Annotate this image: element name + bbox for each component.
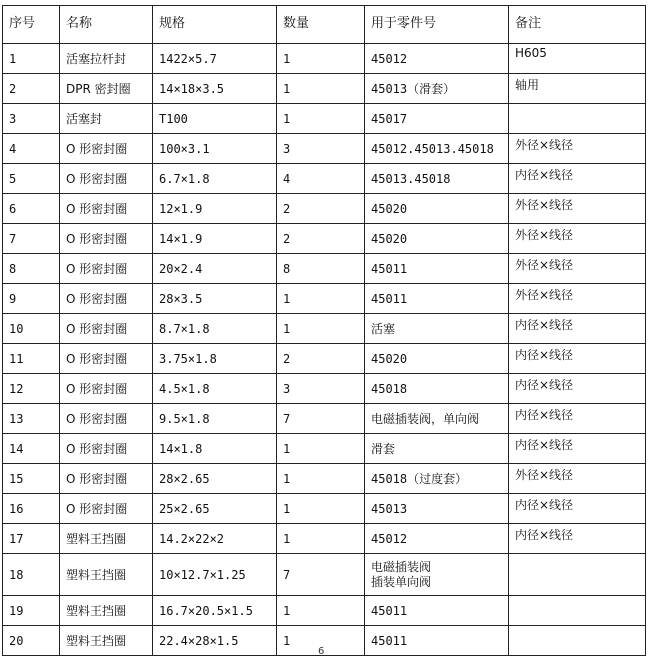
row-qty: 1: [277, 314, 365, 344]
row-part: 45018: [365, 374, 509, 404]
row-qty: 1: [277, 626, 365, 656]
row-qty: 2: [277, 224, 365, 254]
row-part: 45020: [365, 344, 509, 374]
row-number: 12: [3, 374, 60, 404]
row-part: 45011: [365, 284, 509, 314]
header-qty: 数量: [277, 6, 365, 44]
row-qty: 1: [277, 464, 365, 494]
row-qty: 4: [277, 164, 365, 194]
row-qty: 2: [277, 344, 365, 374]
row-spec: 8.7×1.8: [153, 314, 277, 344]
row-note: H605: [509, 44, 646, 74]
row-spec: 22.4×28×1.5: [153, 626, 277, 656]
header-note: 备注: [509, 6, 646, 44]
row-spec: 100×3.1: [153, 134, 277, 164]
row-number: 7: [3, 224, 60, 254]
row-name: O 形密封圈: [60, 314, 153, 344]
row-note: [509, 596, 646, 626]
row-name: O 形密封圈: [60, 284, 153, 314]
row-number: 2: [3, 74, 60, 104]
row-name: O 形密封圈: [60, 224, 153, 254]
row-qty: 1: [277, 524, 365, 554]
header-no: 序号: [3, 6, 60, 44]
row-spec: 6.7×1.8: [153, 164, 277, 194]
header-row: [3, 6, 646, 44]
row-note: [509, 626, 646, 656]
row-part: 45020: [365, 224, 509, 254]
row-part: 45013.45018: [365, 164, 509, 194]
row-part: 45011: [365, 596, 509, 626]
row-note: 外径×线径: [509, 224, 646, 254]
row-note: 内径×线径: [509, 494, 646, 524]
row-part: 45020: [365, 194, 509, 224]
row-note: 外径×线径: [509, 194, 646, 224]
row-name: O 形密封圈: [60, 344, 153, 374]
row-part: [365, 554, 509, 596]
row-spec: 28×2.65: [153, 464, 277, 494]
row-name: 活塞拉杆封: [60, 44, 153, 74]
row-qty: 7: [277, 404, 365, 434]
row-part: 45013: [365, 494, 509, 524]
row-number: 4: [3, 134, 60, 164]
row-qty: 1: [277, 284, 365, 314]
row-qty: 3: [277, 134, 365, 164]
row-name: 塑料王挡圈: [60, 524, 153, 554]
row-number: 13: [3, 404, 60, 434]
table-row: [3, 224, 646, 254]
table-row: [3, 374, 646, 404]
table-row: [3, 404, 646, 434]
row-part: 45013（滑套）: [365, 74, 509, 104]
row-name: DPR 密封圈: [60, 74, 153, 104]
row-part: 45011: [365, 254, 509, 284]
row-qty: 1: [277, 434, 365, 464]
row-spec: 9.5×1.8: [153, 404, 277, 434]
table-row: [3, 164, 646, 194]
row-qty: 1: [277, 44, 365, 74]
row-note: 内径×线径: [509, 434, 646, 464]
row-name: 塑料王挡圈: [60, 626, 153, 656]
table-row: [3, 464, 646, 494]
row-note: 外径×线径: [509, 254, 646, 284]
page-number: 6: [318, 646, 325, 657]
row-spec: 14×18×3.5: [153, 74, 277, 104]
row-number: 17: [3, 524, 60, 554]
row-note: 轴用: [509, 74, 646, 104]
row-spec: 1422×5.7: [153, 44, 277, 74]
table-row: [3, 554, 646, 596]
row-qty: 1: [277, 494, 365, 524]
row-name: O 形密封圈: [60, 464, 153, 494]
row-spec: 20×2.4: [153, 254, 277, 284]
row-name: 塑料王挡圈: [60, 596, 153, 626]
row-note: [509, 104, 646, 134]
row-note: 内径×线径: [509, 374, 646, 404]
row-part: 45012: [365, 44, 509, 74]
row-spec: 28×3.5: [153, 284, 277, 314]
table-row: [3, 596, 646, 626]
row-note: 外径×线径: [509, 464, 646, 494]
row-number: 20: [3, 626, 60, 656]
row-part-line: 插装单向阀: [371, 574, 432, 589]
row-number: 15: [3, 464, 60, 494]
row-part: 45017: [365, 104, 509, 134]
row-name: O 形密封圈: [60, 374, 153, 404]
table-row: [3, 104, 646, 134]
row-spec: 16.7×20.5×1.5: [153, 596, 277, 626]
row-name: O 形密封圈: [60, 494, 153, 524]
row-spec: 3.75×1.8: [153, 344, 277, 374]
row-number: 3: [3, 104, 60, 134]
row-qty: 7: [277, 554, 365, 596]
row-spec: 14×1.8: [153, 434, 277, 464]
row-part: 活塞: [365, 314, 509, 344]
row-spec: 25×2.65: [153, 494, 277, 524]
row-number: 8: [3, 254, 60, 284]
row-spec: T100: [153, 104, 277, 134]
row-spec: 14.2×22×2: [153, 524, 277, 554]
row-note: 外径×线径: [509, 134, 646, 164]
table-row: [3, 494, 646, 524]
row-number: 6: [3, 194, 60, 224]
row-name: O 形密封圈: [60, 434, 153, 464]
row-qty: 8: [277, 254, 365, 284]
row-note: [509, 554, 646, 596]
table-row: [3, 44, 646, 74]
row-note: 内径×线径: [509, 314, 646, 344]
row-spec: 12×1.9: [153, 194, 277, 224]
row-number: 14: [3, 434, 60, 464]
row-qty: 3: [277, 374, 365, 404]
row-part: 45011: [365, 626, 509, 656]
row-note: 内径×线径: [509, 344, 646, 374]
table-row: [3, 284, 646, 314]
row-name: O 形密封圈: [60, 404, 153, 434]
row-qty: 1: [277, 596, 365, 626]
row-number: 9: [3, 284, 60, 314]
row-name: O 形密封圈: [60, 134, 153, 164]
table-row: [3, 344, 646, 374]
row-qty: 1: [277, 74, 365, 104]
row-spec: 14×1.9: [153, 224, 277, 254]
row-number: 1: [3, 44, 60, 74]
row-part: 45012.45013.45018: [365, 134, 509, 164]
row-number: 19: [3, 596, 60, 626]
row-number: 5: [3, 164, 60, 194]
row-name: O 形密封圈: [60, 164, 153, 194]
row-part-line: 电磁插装阀: [371, 559, 432, 574]
row-note: 内径×线径: [509, 164, 646, 194]
row-number: 16: [3, 494, 60, 524]
header-spec: 规格: [153, 6, 277, 44]
parts-table: [2, 5, 646, 656]
row-part: 45012: [365, 524, 509, 554]
table-row: [3, 314, 646, 344]
row-part: 滑套: [365, 434, 509, 464]
table-row: [3, 74, 646, 104]
row-spec: 10×12.7×1.25: [153, 554, 277, 596]
row-name: 塑料王挡圈: [60, 554, 153, 596]
table-row: [3, 434, 646, 464]
table-row: [3, 524, 646, 554]
row-qty: 1: [277, 104, 365, 134]
row-qty: 2: [277, 194, 365, 224]
header-part: 用于零件号: [365, 6, 509, 44]
row-part: 45018（过度套）: [365, 464, 509, 494]
row-name: O 形密封圈: [60, 194, 153, 224]
header-name: 名称: [60, 6, 153, 44]
row-number: 11: [3, 344, 60, 374]
table-row: [3, 194, 646, 224]
table-row: [3, 254, 646, 284]
row-part: 电磁插装阀，单向阀: [365, 404, 509, 434]
row-note: 内径×线径: [509, 404, 646, 434]
row-spec: 4.5×1.8: [153, 374, 277, 404]
table-row: [3, 134, 646, 164]
row-note: 内径×线径: [509, 524, 646, 554]
row-name: 活塞封: [60, 104, 153, 134]
row-number: 10: [3, 314, 60, 344]
row-number: 18: [3, 554, 60, 596]
row-name: O 形密封圈: [60, 254, 153, 284]
row-note: 外径×线径: [509, 284, 646, 314]
